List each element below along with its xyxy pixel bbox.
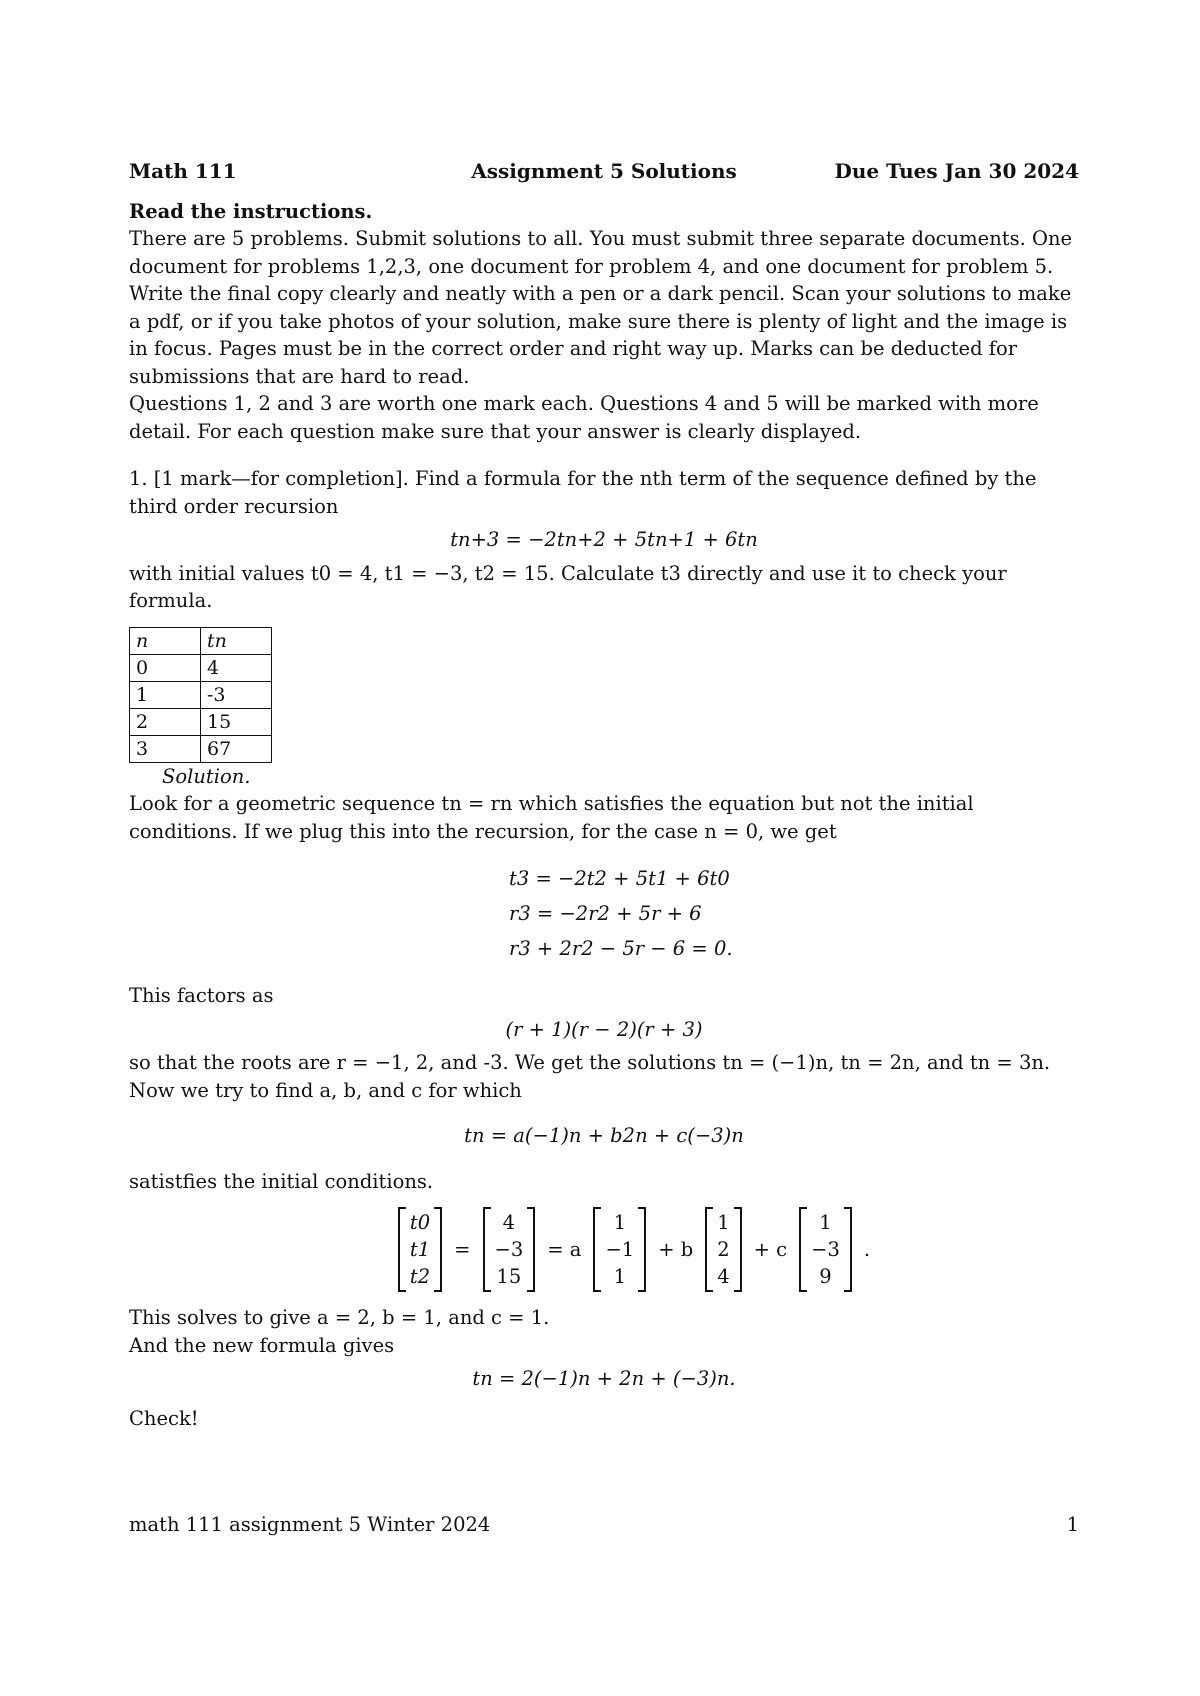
recursion-equation: tn+3 = −2tn+2 + 5tn+1 + 6tn <box>450 528 758 551</box>
equation-line-3: r3 + 2r2 − 5r − 6 = 0. <box>509 937 733 960</box>
vector-entry: t1 <box>409 1238 431 1261</box>
vector-c <box>799 1207 852 1292</box>
vector-entry: 1 <box>613 1265 627 1288</box>
footer-label: math 111 assignment 5 Winter 2024 <box>129 1513 491 1536</box>
solution-label: Solution. <box>162 764 251 788</box>
initial-values: with initial values t0 = 4, t1 = −3, t2 = 15. Calculate t3 directly and use it to check your formula. <box>129 561 1007 612</box>
table-cell: 1 <box>130 681 201 708</box>
page-number: 1 <box>1066 1513 1079 1536</box>
due-date: Due Tues Jan 30 2024 <box>834 159 1079 183</box>
final-formula: tn = 2(−1)n + 2n + (−3)n. <box>472 1367 736 1390</box>
table-cell: 15 <box>201 708 272 735</box>
table-header-cell: n <box>130 627 201 654</box>
vector-b <box>705 1207 741 1292</box>
values-table <box>129 627 272 763</box>
satisfies-text: satistfies the initial conditions. <box>129 1169 434 1193</box>
table-row <box>130 681 272 708</box>
vector-entry: t2 <box>409 1265 431 1288</box>
vector-entry: 1 <box>613 1211 627 1234</box>
instructions-heading: Read the instructions. <box>129 199 373 223</box>
vector-entry: −3 <box>811 1238 840 1261</box>
vector-entry: t0 <box>409 1211 431 1234</box>
solution-paragraph-1: Look for a geometric sequence tn = rn which satisfies the equation but not the initial conditions. If we plug this into the recursion, for the case n = 0, we get <box>129 792 974 843</box>
coefficient-b: + b <box>658 1237 694 1261</box>
values-vector <box>483 1207 536 1292</box>
table-cell: 0 <box>130 654 201 681</box>
table-row <box>130 654 272 681</box>
page-content <box>129 158 1079 1432</box>
new-formula-text: And the new formula gives <box>129 1333 395 1357</box>
problem-1-statement: 1. [1 mark—for completion]. Find a formula for the nth term of the sequence defined by the third order recursion <box>129 467 1037 518</box>
factors-text: This factors as <box>129 984 274 1007</box>
table-header-cell: tn <box>201 627 272 654</box>
page-footer <box>129 1513 1079 1536</box>
vector-entry: 15 <box>496 1265 522 1288</box>
document-title: Assignment 5 Solutions <box>471 159 737 183</box>
page-header <box>129 158 1079 186</box>
solves-text: This solves to give a = 2, b = 1, and c = 1. <box>129 1306 550 1329</box>
roots-paragraph: so that the roots are r = −1, 2, and -3. We get the solutions tn = (−1)n, tn = 2n, and tn = 3n. Now we try to find a, b, and c for which <box>129 1051 1051 1102</box>
instructions-paragraph-1: There are 5 problems. Submit solutions to all. You must submit three separate documents. One document for problems 1,2,3, one document for problem 4, and one document for problem 5. Write the final copy clearly and neatly with a pen or a dark pencil. Scan your solutions to make a pdf, or if you take photos of your solution, make sure there is plenty of light and the image is in focus. Pages must be in the correct order and right way up. Marks can be deducted for submissions that are hard to read. <box>129 227 1073 388</box>
vector-entry: 1 <box>819 1211 832 1234</box>
table-row <box>130 708 272 735</box>
equation-line-2: r3 = −2r2 + 5r + 6 <box>509 902 702 925</box>
table-cell: 3 <box>130 735 201 762</box>
coefficient-c: + c <box>753 1237 788 1261</box>
coefficient-a: = a <box>547 1237 582 1261</box>
equation-line-1: t3 = −2t2 + 5t1 + 6t0 <box>509 867 730 890</box>
vector-entry: −3 <box>494 1238 524 1261</box>
vector-entry: 4 <box>717 1265 730 1288</box>
vector-entry: 4 <box>502 1211 516 1234</box>
equation-block <box>399 861 809 966</box>
table-cell: 67 <box>201 735 272 762</box>
vector-a <box>593 1207 646 1292</box>
course-title: Math 111 <box>129 159 237 183</box>
vector-entry: −1 <box>605 1238 635 1261</box>
equals-sign: = <box>454 1237 471 1261</box>
table-cell: 2 <box>130 708 201 735</box>
table-cell: 4 <box>201 654 272 681</box>
table-row <box>130 735 272 762</box>
period: . <box>863 1237 871 1261</box>
table-header-row <box>130 627 272 654</box>
vector-entry: 2 <box>717 1238 730 1261</box>
vector-entry: 9 <box>819 1265 832 1288</box>
check-text: Check! <box>129 1406 199 1430</box>
table-cell: -3 <box>201 681 272 708</box>
general-solution: tn = a(−1)n + b2n + c(−3)n <box>464 1124 744 1147</box>
matrix-equation <box>189 1207 1079 1292</box>
factors-equation: (r + 1)(r − 2)(r + 3) <box>505 1017 703 1041</box>
vector-entry: 1 <box>717 1211 730 1234</box>
instructions-paragraph-2: Questions 1, 2 and 3 are worth one mark each. Questions 4 and 5 will be marked with more detail. For each question make sure that your answer is clearly displayed. <box>129 392 1039 443</box>
lhs-vector <box>398 1207 442 1292</box>
